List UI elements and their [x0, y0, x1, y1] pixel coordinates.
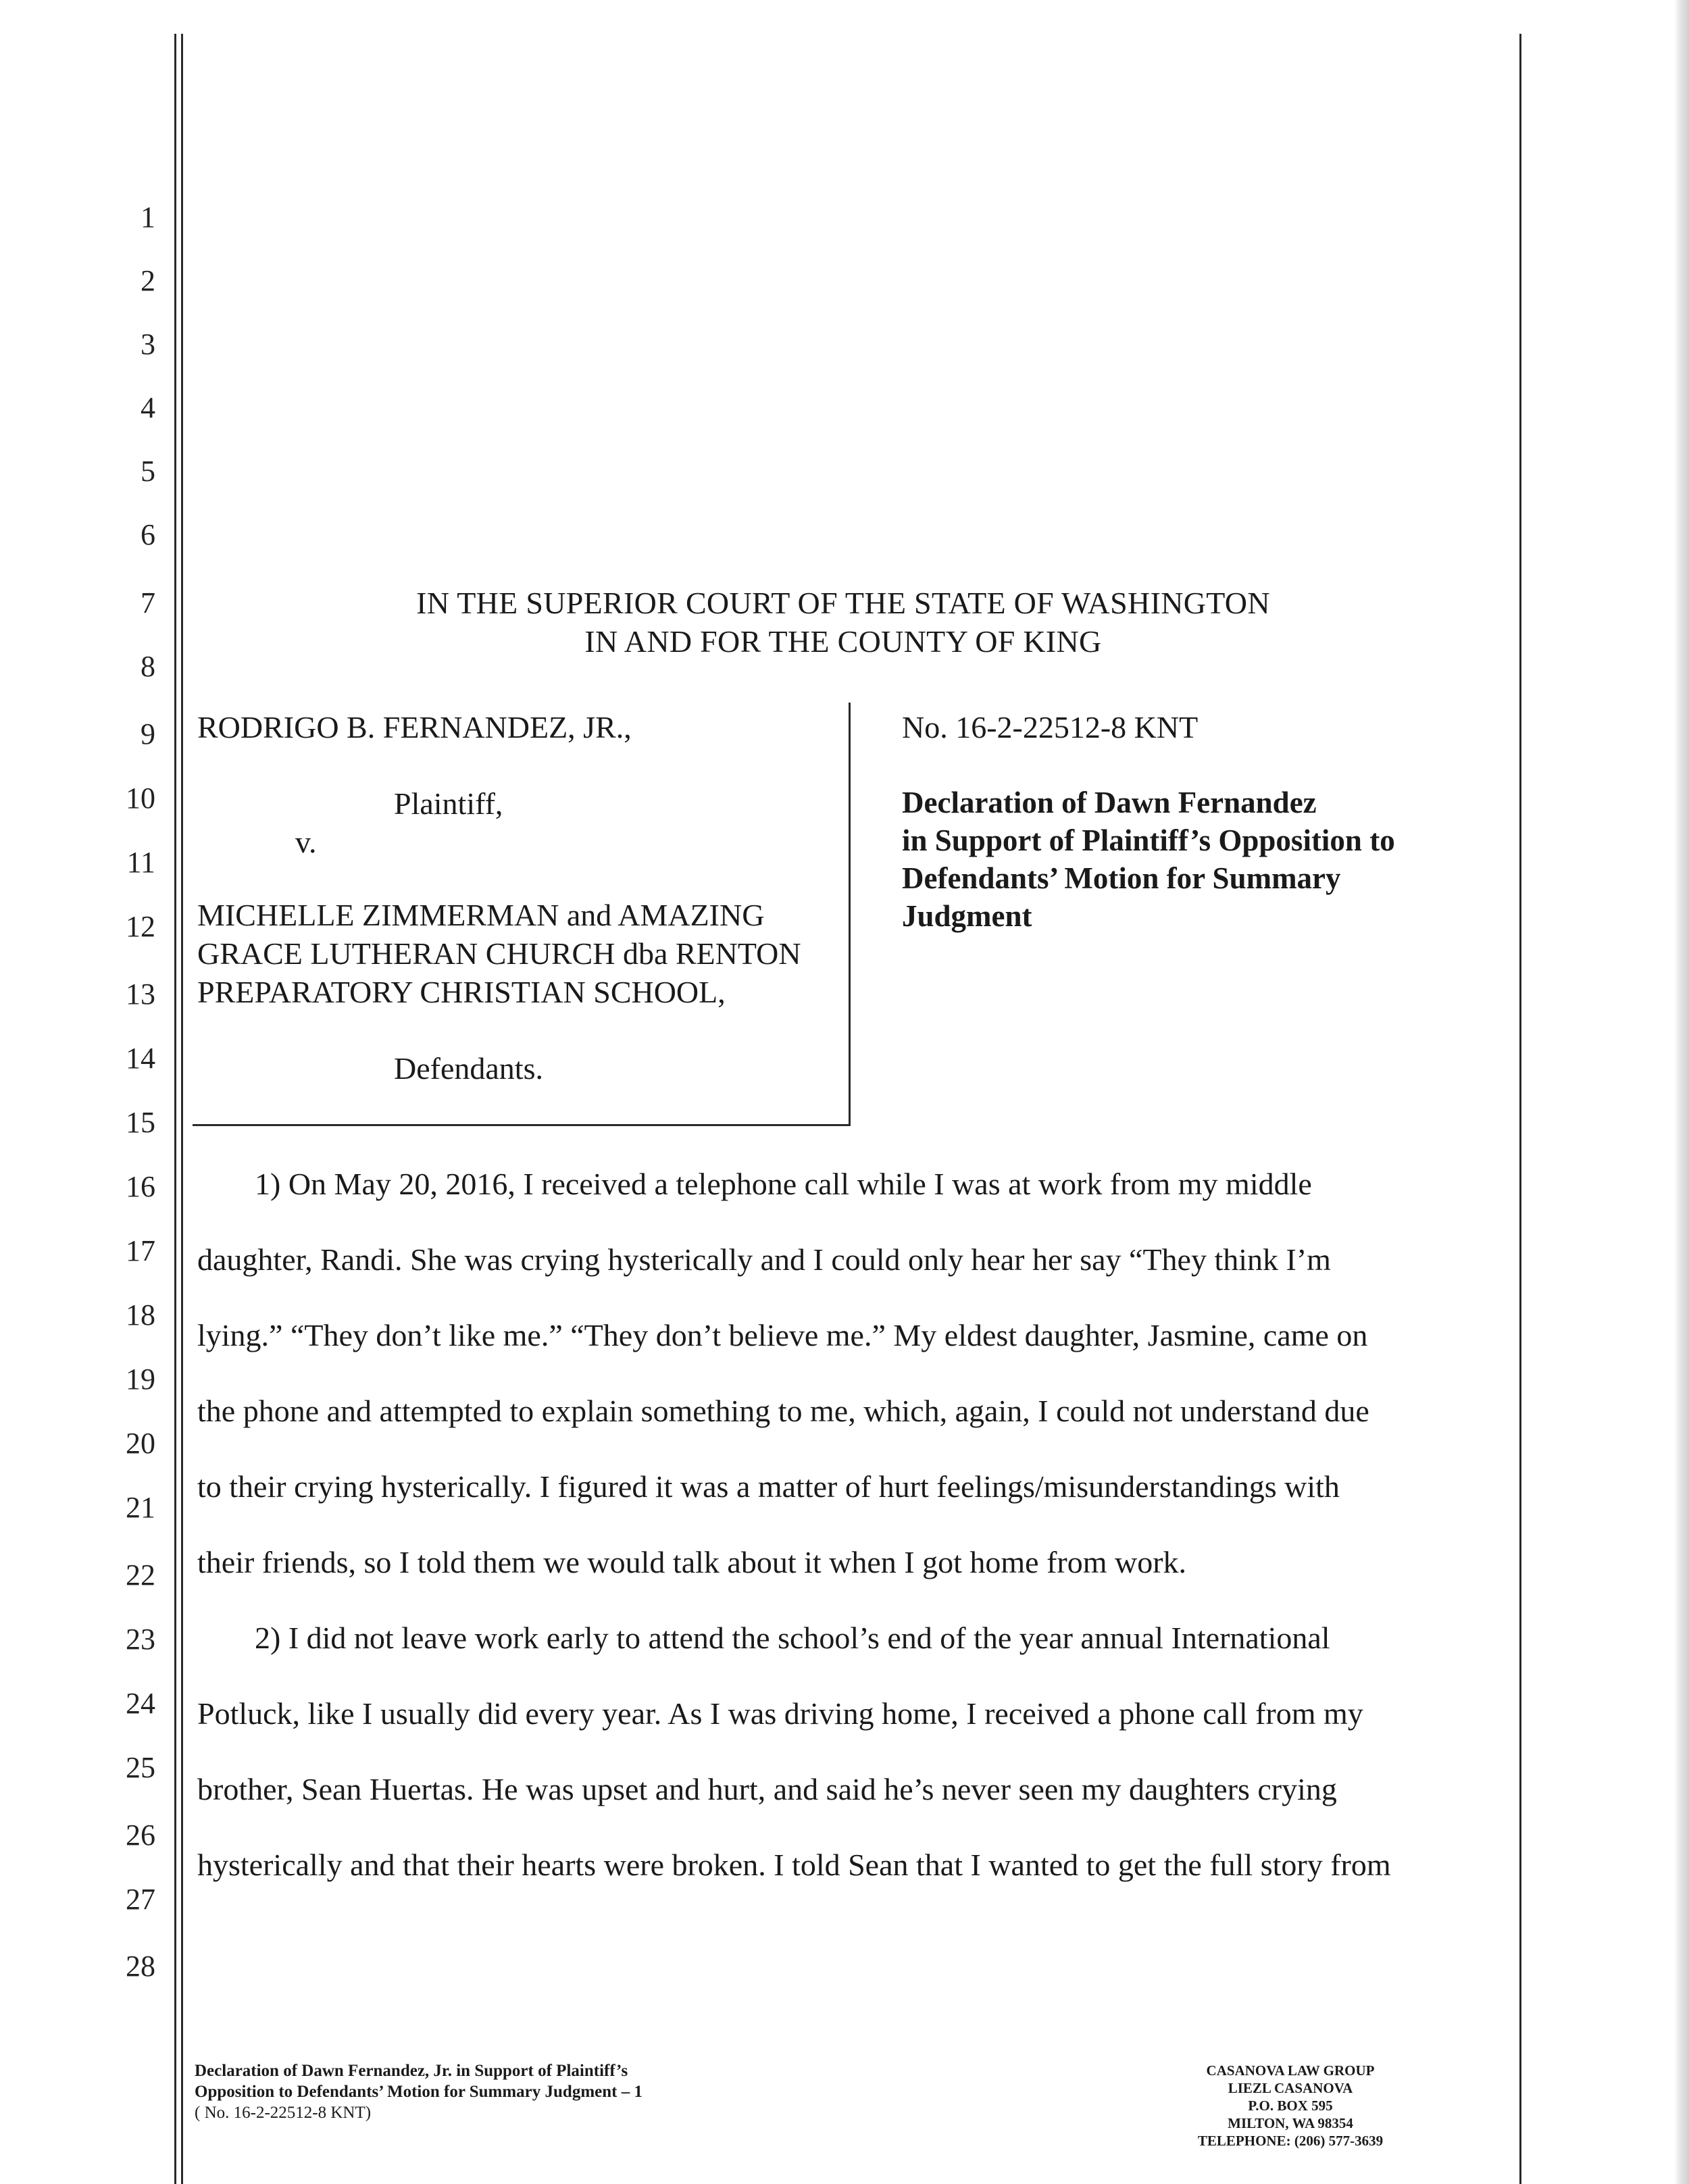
line-number: 13: [126, 977, 155, 1011]
paragraph-1-line: their friends, so I told them we would talk about it when I got home from work.: [197, 1545, 1187, 1579]
paragraph-2-line: Potluck, like I usually did every year. As I was driving home, I received a phone call from my: [197, 1696, 1363, 1731]
line-number: 4: [141, 391, 155, 424]
footer-case-number: ( No. 16-2-22512-8 KNT): [195, 2104, 372, 2122]
case-number: No. 16-2-22512-8 KNT: [902, 710, 1199, 744]
paragraph-1-line: 1) On May 20, 2016, I received a telephone call while I was at work from my middle: [255, 1167, 1312, 1201]
court-heading-line1: IN THE SUPERIOR COURT OF THE STATE OF WASHINGTON: [416, 586, 1270, 620]
firm-name: CASANOVA LAW GROUP: [1206, 2062, 1375, 2079]
line-number: 26: [126, 1819, 155, 1852]
line-number: 9: [141, 717, 155, 751]
line-number: 1: [141, 201, 155, 234]
versus: v.: [295, 825, 317, 859]
line-number: 24: [126, 1687, 155, 1720]
plaintiff-name: RODRIGO B. FERNANDEZ, JR.,: [197, 710, 632, 744]
scan-edge-shadow: [1674, 0, 1689, 2184]
line-number: 2: [141, 264, 155, 297]
document-title-line3: Defendants’ Motion for Summary: [902, 861, 1341, 895]
paragraph-1-line: daughter, Randi. She was crying hysterically and I could only hear her say “They think I’m: [197, 1242, 1331, 1277]
left-margin-rule-inner: [181, 34, 183, 2184]
firm-po-box: P.O. BOX 595: [1248, 2098, 1333, 2114]
line-number: 17: [126, 1234, 155, 1267]
line-number: 21: [126, 1491, 155, 1524]
document-title-line1: Declaration of Dawn Fernandez: [902, 786, 1317, 819]
footer-title-line2: Opposition to Defendants’ Motion for Summary Judgment – 1: [195, 2083, 642, 2101]
defendants-line3: PREPARATORY CHRISTIAN SCHOOL,: [197, 975, 726, 1009]
line-number: 16: [126, 1170, 155, 1203]
caption-vertical-rule: [849, 703, 851, 1126]
line-number: 22: [126, 1558, 155, 1592]
defendants-role: Defendants.: [394, 1051, 543, 1086]
footer-title-line1: Declaration of Dawn Fernandez, Jr. in Support of Plaintiff’s: [195, 2062, 628, 2080]
footer-firm-block: [1149, 2062, 1432, 2150]
line-number: 8: [141, 650, 155, 683]
document-title-line2: in Support of Plaintiff’s Opposition to: [902, 823, 1395, 857]
footer-document-title: [195, 2060, 642, 2123]
paragraph-2-line: 2) I did not leave work early to attend the school’s end of the year annual International: [255, 1621, 1330, 1655]
defendants-line1: MICHELLE ZIMMERMAN and AMAZING: [197, 898, 765, 932]
paragraph-2-line: hysterically and that their hearts were broken. I told Sean that I wanted to get the full story from: [197, 1848, 1391, 1882]
line-number: 28: [126, 1950, 155, 1983]
line-number: 3: [141, 328, 155, 361]
line-number: 12: [126, 910, 155, 943]
document-title-line4: Judgment: [902, 899, 1032, 933]
line-number: 5: [141, 455, 155, 488]
caption-bottom-rule: [193, 1124, 851, 1126]
line-number: 23: [126, 1623, 155, 1656]
paragraph-1-line: the phone and attempted to explain something to me, which, again, I could not understand due: [197, 1394, 1369, 1428]
line-number: 11: [126, 846, 155, 879]
line-number: 25: [126, 1751, 155, 1784]
line-number: 14: [126, 1042, 155, 1075]
defendants-line2: GRACE LUTHERAN CHURCH dba RENTON: [197, 936, 801, 971]
line-number: 19: [126, 1363, 155, 1396]
paragraph-2-line: brother, Sean Huertas. He was upset and hurt, and said he’s never seen my daughters crying: [197, 1772, 1337, 1806]
line-number: 7: [141, 586, 155, 619]
line-number: 6: [141, 518, 155, 551]
right-margin-rule: [1519, 34, 1521, 2184]
firm-phone: TELEPHONE: (206) 577-3639: [1197, 2133, 1384, 2149]
plaintiff-role: Plaintiff,: [394, 786, 503, 821]
line-number: 10: [126, 782, 155, 815]
paragraph-1-line: lying.” “They don’t like me.” “They don’t believe me.” My eldest daughter, Jasmine, came on: [197, 1318, 1368, 1352]
court-heading-line2: IN AND FOR THE COUNTY OF KING: [584, 624, 1102, 659]
attorney-name: LIEZL CASANOVA: [1228, 2080, 1353, 2096]
line-number: 27: [126, 1883, 155, 1916]
paragraph-1-line: to their crying hysterically. I figured it was a matter of hurt feelings/misunderstandings with: [197, 1469, 1340, 1504]
line-number: 20: [126, 1427, 155, 1460]
line-number: 18: [126, 1298, 155, 1331]
firm-city: MILTON, WA 98354: [1228, 2115, 1353, 2131]
line-number: 15: [126, 1106, 155, 1139]
left-margin-rule-outer: [174, 34, 176, 2184]
